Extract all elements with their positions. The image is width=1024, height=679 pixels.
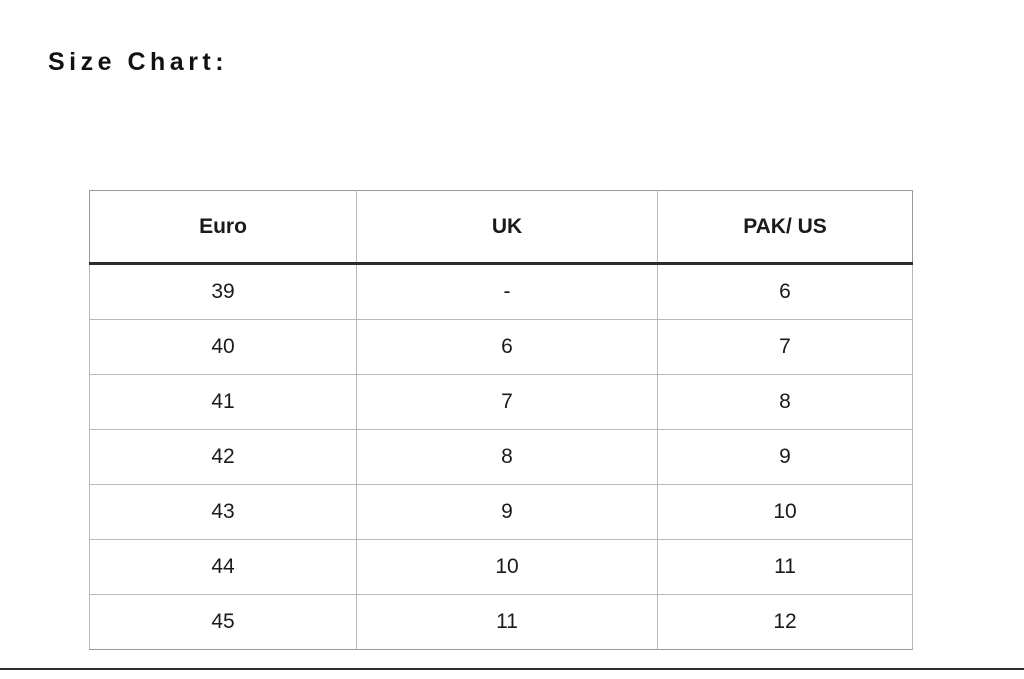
size-chart-table-container [89,190,909,650]
cell-uk: 11 [357,595,658,650]
column-header-uk: UK [357,191,658,264]
size-chart-table [89,190,913,650]
cell-euro: 44 [90,540,357,595]
cell-pak-us: 7 [658,320,913,375]
cell-pak-us: 6 [658,264,913,320]
cell-pak-us: 12 [658,595,913,650]
cell-euro: 45 [90,595,357,650]
cell-euro: 39 [90,264,357,320]
table-row [90,375,913,430]
table-header-row [90,191,913,264]
cell-uk: 6 [357,320,658,375]
cell-pak-us: 9 [658,430,913,485]
cell-euro: 43 [90,485,357,540]
page-bottom-divider [0,668,1024,670]
table-edge-tick [89,638,90,648]
cell-pak-us: 11 [658,540,913,595]
cell-euro: 40 [90,320,357,375]
cell-euro: 41 [90,375,357,430]
table-row [90,485,913,540]
cell-uk: 9 [357,485,658,540]
column-header-pak-us: PAK/ US [658,191,913,264]
column-header-euro: Euro [90,191,357,264]
page-title: Size Chart: [48,48,229,76]
table-row [90,320,913,375]
cell-uk: 10 [357,540,658,595]
cell-euro: 42 [90,430,357,485]
table-row [90,595,913,650]
table-row [90,430,913,485]
table-body [90,264,913,650]
table-row [90,540,913,595]
table-header [90,191,913,264]
cell-uk: 7 [357,375,658,430]
cell-uk: - [357,264,658,320]
cell-pak-us: 10 [658,485,913,540]
cell-uk: 8 [357,430,658,485]
cell-pak-us: 8 [658,375,913,430]
table-row [90,264,913,320]
